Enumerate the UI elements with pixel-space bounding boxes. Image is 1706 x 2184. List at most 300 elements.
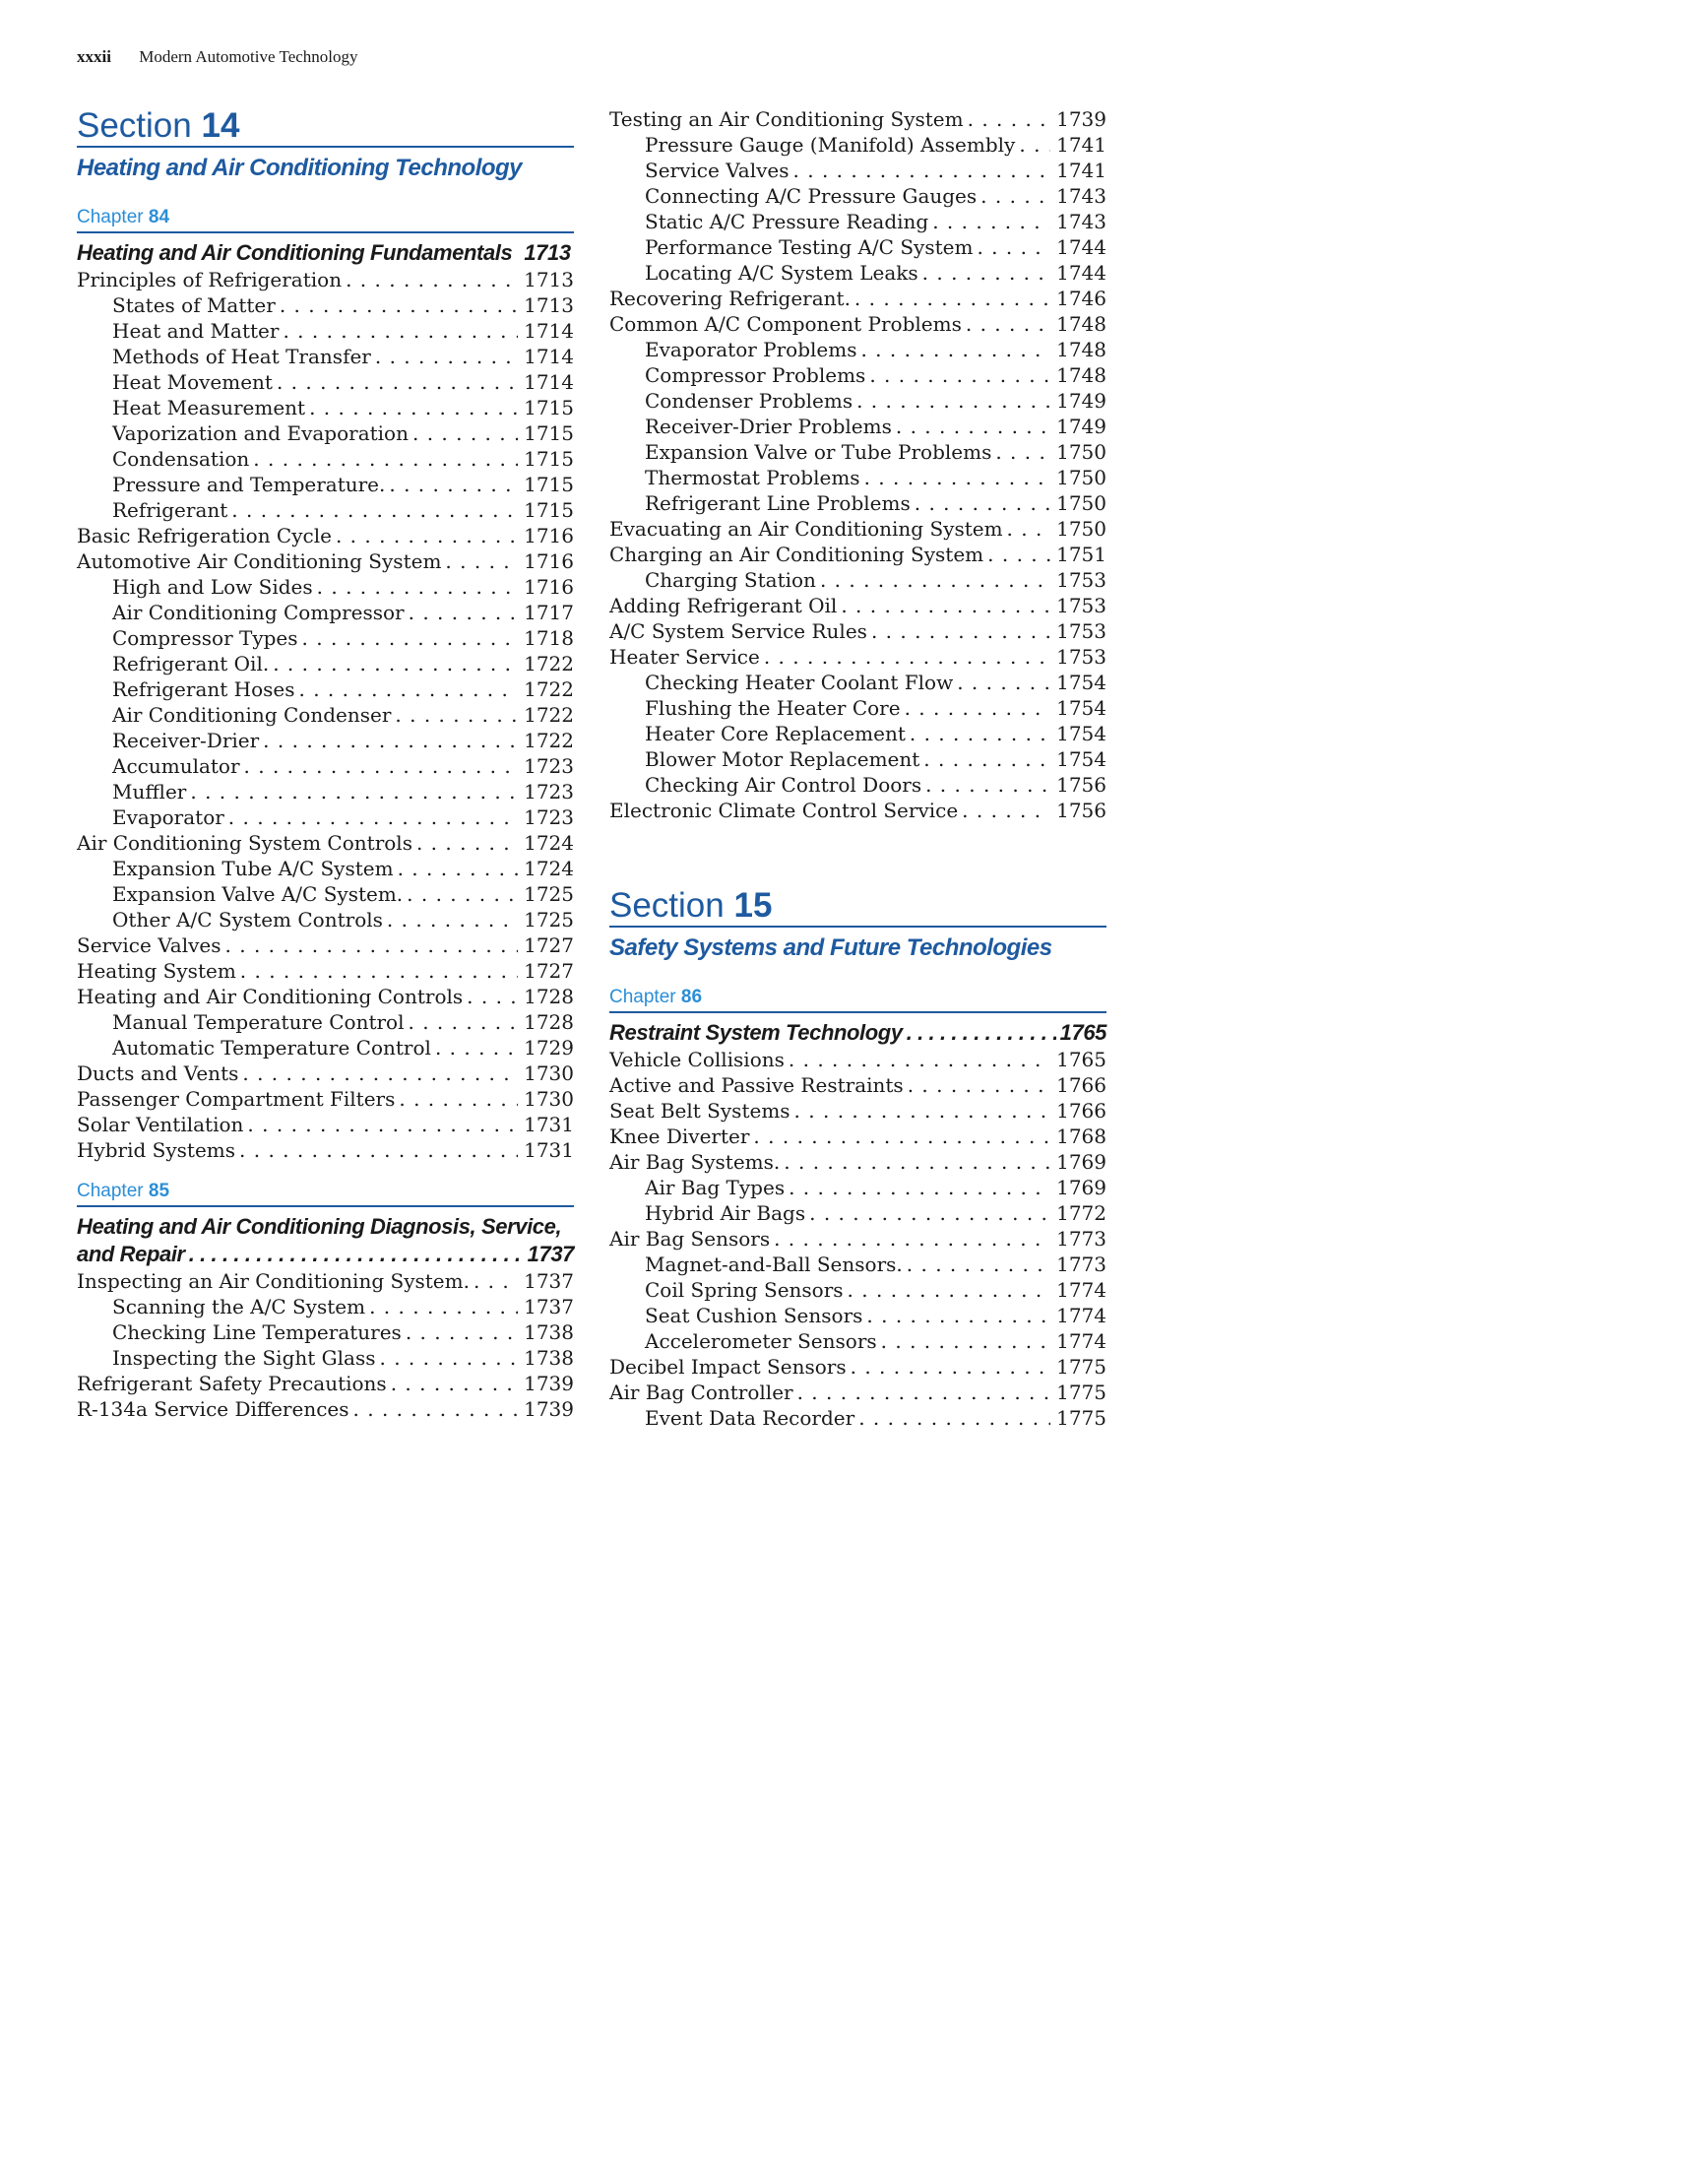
toc-entry-title: Refrigerant Oil. bbox=[112, 652, 270, 675]
toc-entry[interactable] bbox=[609, 1277, 1106, 1303]
toc-entry[interactable] bbox=[609, 311, 1106, 337]
toc-entry-title: Connecting A/C Pressure Gauges bbox=[645, 184, 978, 208]
toc-entry[interactable] bbox=[77, 369, 574, 395]
toc-entry[interactable] bbox=[77, 728, 574, 753]
toc-entry-title: Heating and Air Conditioning Controls bbox=[77, 985, 464, 1008]
leader-dots bbox=[395, 702, 518, 728]
leader-dots bbox=[789, 1175, 1050, 1200]
toc-entry[interactable] bbox=[77, 497, 574, 523]
toc-entry-title: Heat Measurement bbox=[112, 396, 306, 419]
toc-entry-title: Blower Motor Replacement bbox=[645, 747, 920, 771]
toc-entry-page: 1772 bbox=[1056, 1201, 1106, 1225]
leader-dots bbox=[923, 746, 1050, 772]
toc-entry-title: Receiver-Drier Problems bbox=[645, 415, 892, 438]
toc-entry-title: Pressure and Temperature. bbox=[112, 473, 386, 496]
toc-entry-title: Expansion Tube A/C System bbox=[112, 857, 394, 880]
toc-entry[interactable] bbox=[77, 1371, 574, 1396]
toc-entry[interactable] bbox=[77, 779, 574, 804]
toc-entry[interactable] bbox=[609, 772, 1106, 798]
leader-dots bbox=[317, 574, 518, 600]
toc-entry[interactable] bbox=[609, 337, 1106, 362]
toc-entry[interactable] bbox=[609, 1252, 1106, 1277]
leader-dots bbox=[774, 1226, 1050, 1252]
toc-entry-page: 1749 bbox=[1056, 415, 1106, 438]
toc-entry-title: Vehicle Collisions bbox=[609, 1048, 785, 1071]
toc-entry-page: 1723 bbox=[524, 805, 574, 829]
toc-entry-title: Manual Temperature Control bbox=[112, 1010, 405, 1034]
toc-entry-title: Air Conditioning Condenser bbox=[112, 703, 392, 727]
leader-dots bbox=[253, 446, 518, 472]
toc-entry-title: Muffler bbox=[112, 780, 187, 803]
toc-entry[interactable] bbox=[77, 804, 574, 830]
toc-entry-title: Evaporator bbox=[112, 805, 224, 829]
toc-entry-title: Recovering Refrigerant. bbox=[609, 287, 851, 310]
toc-entry[interactable] bbox=[77, 702, 574, 728]
leader-dots bbox=[922, 260, 1050, 286]
toc-entry-title: Thermostat Problems bbox=[645, 466, 860, 489]
toc-entry-title: Air Bag Systems. bbox=[609, 1150, 781, 1174]
toc-entry-title: Common A/C Component Problems bbox=[609, 312, 962, 336]
toc-entry[interactable] bbox=[609, 286, 1106, 311]
toc-entry-page: 1744 bbox=[1056, 235, 1106, 259]
leader-dots bbox=[406, 1319, 518, 1345]
toc-entry-title: Ducts and Vents bbox=[77, 1061, 239, 1085]
toc-entry[interactable] bbox=[609, 362, 1106, 388]
chapter-86-entries bbox=[609, 1047, 1106, 1431]
toc-entry-title: Heater Service bbox=[609, 645, 760, 669]
leader-dots bbox=[302, 625, 519, 651]
toc-entry[interactable] bbox=[77, 1009, 574, 1035]
leader-dots bbox=[980, 183, 1050, 209]
toc-entry[interactable] bbox=[77, 651, 574, 676]
toc-entry[interactable] bbox=[77, 1268, 574, 1294]
leader-dots bbox=[851, 1354, 1050, 1380]
leader-dots bbox=[910, 721, 1050, 746]
toc-entry-page: 1768 bbox=[1056, 1124, 1106, 1148]
toc-entry[interactable] bbox=[609, 234, 1106, 260]
toc-entry-page: 1731 bbox=[524, 1113, 574, 1136]
toc-entry-title: Coil Spring Sensors bbox=[645, 1278, 844, 1302]
leader-dots bbox=[908, 1072, 1050, 1098]
toc-entry-title: Methods of Heat Transfer bbox=[112, 345, 371, 368]
toc-entry-page: 1750 bbox=[1056, 517, 1106, 541]
toc-entry-title: Air Conditioning Compressor bbox=[112, 601, 405, 624]
toc-entry[interactable] bbox=[609, 1328, 1106, 1354]
toc-entry[interactable] bbox=[77, 267, 574, 292]
leader-dots bbox=[968, 106, 1050, 132]
leader-dots bbox=[764, 644, 1050, 670]
chapter-page: 1713 bbox=[524, 240, 571, 265]
toc-entry-page: 1723 bbox=[524, 754, 574, 778]
leader-dots bbox=[391, 1371, 518, 1396]
toc-entry-page: 1739 bbox=[1056, 107, 1106, 131]
toc-entry-page: 1716 bbox=[524, 524, 574, 547]
toc-entry[interactable] bbox=[77, 318, 574, 344]
toc-entry-title: Inspecting an Air Conditioning System. bbox=[77, 1269, 470, 1293]
toc-entry-title: Testing an Air Conditioning System bbox=[609, 107, 964, 131]
toc-entry[interactable] bbox=[77, 420, 574, 446]
leader-dots bbox=[809, 1200, 1050, 1226]
toc-entry[interactable] bbox=[77, 472, 574, 497]
toc-entry-page: 1727 bbox=[524, 959, 574, 983]
toc-entry-title: Magnet-and-Ball Sensors. bbox=[645, 1253, 903, 1276]
toc-entry-page: 1715 bbox=[524, 421, 574, 445]
toc-entry-page: 1738 bbox=[524, 1346, 574, 1370]
toc-entry[interactable] bbox=[609, 721, 1106, 746]
leader-dots bbox=[869, 362, 1050, 388]
toc-entry-title: Passenger Compartment Filters bbox=[77, 1087, 396, 1111]
toc-entry-title: Checking Line Temperatures bbox=[112, 1320, 402, 1344]
left-column bbox=[77, 106, 574, 1422]
toc-entry-page: 1774 bbox=[1056, 1304, 1106, 1327]
toc-entry-title: Refrigerant Safety Precautions bbox=[77, 1372, 387, 1395]
toc-entry-title: Evacuating an Air Conditioning System bbox=[609, 517, 1003, 541]
toc-entry[interactable] bbox=[77, 1112, 574, 1137]
leader-dots bbox=[977, 234, 1050, 260]
toc-entry-title: A/C System Service Rules bbox=[609, 619, 867, 643]
toc-entry-title: Locating A/C System Leaks bbox=[645, 261, 918, 285]
toc-entry-page: 1769 bbox=[1056, 1150, 1106, 1174]
toc-entry-page: 1722 bbox=[524, 729, 574, 752]
toc-entry[interactable] bbox=[609, 1098, 1106, 1124]
toc-entry[interactable] bbox=[77, 600, 574, 625]
toc-entry-page: 1717 bbox=[524, 601, 574, 624]
toc-entry[interactable] bbox=[77, 446, 574, 472]
toc-entry[interactable] bbox=[77, 1396, 574, 1422]
toc-entry[interactable] bbox=[609, 1354, 1106, 1380]
toc-entry-title: Solar Ventilation bbox=[77, 1113, 244, 1136]
leader-dots bbox=[987, 542, 1050, 567]
toc-entry-page: 1753 bbox=[1056, 568, 1106, 592]
leader-dots bbox=[369, 1294, 518, 1319]
toc-entry-title: Principles of Refrigeration bbox=[77, 268, 343, 291]
toc-entry[interactable] bbox=[77, 830, 574, 856]
leader-dots bbox=[445, 548, 518, 574]
leader-dots bbox=[820, 567, 1050, 593]
leader-dots bbox=[389, 472, 518, 497]
toc-entry[interactable] bbox=[77, 625, 574, 651]
toc-entry-title: Electronic Climate Control Service bbox=[609, 799, 959, 822]
leader-dots bbox=[225, 932, 519, 958]
toc-entry-title: Hybrid Air Bags bbox=[645, 1201, 806, 1225]
toc-entry[interactable] bbox=[609, 1226, 1106, 1252]
leader-dots bbox=[474, 1268, 518, 1294]
leader-dots bbox=[864, 465, 1051, 490]
toc-entry-page: 1728 bbox=[524, 1010, 574, 1034]
leader-dots bbox=[435, 1035, 518, 1060]
leader-dots bbox=[881, 1328, 1050, 1354]
toc-entry-page: 1714 bbox=[524, 370, 574, 394]
toc-entry-title: Receiver-Drier bbox=[112, 729, 260, 752]
leader-dots bbox=[273, 651, 518, 676]
toc-entry[interactable] bbox=[77, 958, 574, 984]
running-head bbox=[77, 47, 358, 67]
toc-entry[interactable] bbox=[609, 158, 1106, 183]
toc-entry-title: Evaporator Problems bbox=[645, 338, 857, 361]
toc-entry-title: Automatic Temperature Control bbox=[112, 1036, 431, 1060]
toc-entry-page: 1743 bbox=[1056, 184, 1106, 208]
toc-entry[interactable] bbox=[609, 106, 1106, 132]
toc-entry-page: 1728 bbox=[524, 985, 574, 1008]
toc-entry-page: 1753 bbox=[1056, 619, 1106, 643]
toc-entry-page: 1769 bbox=[1056, 1176, 1106, 1199]
chapter-86-title[interactable]: Restraint System Technology . . . 1765 bbox=[609, 1019, 1106, 1047]
toc-entry[interactable] bbox=[609, 670, 1106, 695]
toc-entry-page: 1774 bbox=[1056, 1329, 1106, 1353]
toc-entry[interactable] bbox=[609, 516, 1106, 542]
toc-entry-page: 1725 bbox=[524, 908, 574, 931]
toc-entry[interactable] bbox=[609, 644, 1106, 670]
toc-entry-page: 1714 bbox=[524, 345, 574, 368]
toc-entry-page: 1722 bbox=[524, 703, 574, 727]
toc-entry-page: 1737 bbox=[524, 1295, 574, 1318]
toc-entry-title: Accelerometer Sensors bbox=[645, 1329, 877, 1353]
toc-entry-title: Refrigerant Line Problems bbox=[645, 491, 911, 515]
toc-entry-title: Seat Cushion Sensors bbox=[645, 1304, 863, 1327]
toc-entry-page: 1731 bbox=[524, 1138, 574, 1162]
toc-entry-page: 1729 bbox=[524, 1036, 574, 1060]
toc-entry-page: 1739 bbox=[524, 1372, 574, 1395]
toc-entry-title: Air Conditioning System Controls bbox=[77, 831, 412, 855]
toc-entry[interactable] bbox=[609, 183, 1106, 209]
toc-entry-page: 1748 bbox=[1056, 338, 1106, 361]
leader-dots bbox=[299, 676, 519, 702]
toc-entry[interactable] bbox=[77, 1345, 574, 1371]
toc-entry-title: Checking Heater Coolant Flow bbox=[645, 671, 954, 694]
toc-entry[interactable] bbox=[609, 542, 1106, 567]
toc-entry-page: 1750 bbox=[1056, 491, 1106, 515]
toc-entry-page: 1737 bbox=[524, 1269, 574, 1293]
toc-entry[interactable] bbox=[609, 465, 1106, 490]
toc-entry-title: Heat Movement bbox=[112, 370, 273, 394]
toc-entry-page: 1743 bbox=[1056, 210, 1106, 233]
toc-entry-page: 1714 bbox=[524, 319, 574, 343]
toc-entry-page: 1749 bbox=[1056, 389, 1106, 413]
toc-entry-title: Knee Diverter bbox=[609, 1124, 750, 1148]
leader-dots bbox=[242, 1060, 518, 1086]
toc-entry-title: Hybrid Systems bbox=[77, 1138, 236, 1162]
toc-entry[interactable] bbox=[609, 490, 1106, 516]
section-14-heading: Section 14 bbox=[77, 106, 574, 148]
toc-entry[interactable] bbox=[609, 414, 1106, 439]
leader-dots bbox=[283, 318, 518, 344]
leader-dots bbox=[408, 1009, 518, 1035]
toc-entry[interactable] bbox=[77, 395, 574, 420]
leader-dots bbox=[907, 1252, 1050, 1277]
leader-dots bbox=[190, 779, 518, 804]
toc-entry-page: 1766 bbox=[1056, 1073, 1106, 1097]
leader-dots bbox=[962, 798, 1050, 823]
toc-entry-page: 1748 bbox=[1056, 312, 1106, 336]
toc-entry-title: Active and Passive Restraints bbox=[609, 1073, 904, 1097]
section-number: 15 bbox=[733, 886, 773, 925]
toc-entry-title: Charging Station bbox=[645, 568, 816, 592]
toc-entry[interactable] bbox=[77, 881, 574, 907]
toc-entry-page: 1773 bbox=[1056, 1253, 1106, 1276]
leader-dots bbox=[995, 439, 1050, 465]
toc-entry[interactable] bbox=[77, 523, 574, 548]
toc-entry-page: 1744 bbox=[1056, 261, 1106, 285]
toc-entry[interactable] bbox=[77, 753, 574, 779]
toc-entry-title: Refrigerant bbox=[112, 498, 228, 522]
toc-entry[interactable] bbox=[77, 1086, 574, 1112]
toc-entry[interactable] bbox=[77, 1060, 574, 1086]
toc-entry[interactable] bbox=[77, 1294, 574, 1319]
leader-dots bbox=[228, 804, 518, 830]
toc-entry-page: 1753 bbox=[1056, 594, 1106, 617]
toc-entry[interactable] bbox=[609, 209, 1106, 234]
toc-entry-page: 1715 bbox=[524, 396, 574, 419]
toc-entry-title: Scanning the A/C System bbox=[112, 1295, 366, 1318]
toc-entry[interactable] bbox=[609, 1175, 1106, 1200]
leader-dots bbox=[856, 388, 1050, 414]
toc-entry[interactable] bbox=[77, 856, 574, 881]
toc-entry-page: 1775 bbox=[1056, 1406, 1106, 1430]
toc-entry-page: 1766 bbox=[1056, 1099, 1106, 1123]
toc-entry-title: High and Low Sides bbox=[112, 575, 313, 599]
toc-entry-page: 1773 bbox=[1056, 1227, 1106, 1251]
toc-entry[interactable] bbox=[77, 344, 574, 369]
toc-entry-title: Inspecting the Sight Glass bbox=[112, 1346, 376, 1370]
toc-entry-page: 1725 bbox=[524, 882, 574, 906]
leader-dots bbox=[925, 772, 1050, 798]
toc-entry-title: Air Bag Sensors bbox=[609, 1227, 771, 1251]
leader-dots bbox=[239, 1137, 518, 1163]
toc-entry-page: 1727 bbox=[524, 933, 574, 957]
chapter-85-title[interactable]: Heating and Air Conditioning Diagnosis, Service, and Repair . . . 1737 bbox=[77, 1213, 574, 1268]
toc-entry-title: Basic Refrigeration Cycle bbox=[77, 524, 332, 547]
leader-dots bbox=[789, 1047, 1050, 1072]
toc-entry-page: 1754 bbox=[1056, 747, 1106, 771]
toc-entry-title: Pressure Gauge (Manifold) Assembly bbox=[645, 133, 1016, 157]
toc-entry-title: Automotive Air Conditioning System bbox=[77, 549, 442, 573]
toc-entry[interactable] bbox=[609, 1200, 1106, 1226]
toc-entry-title: Compressor Problems bbox=[645, 363, 866, 387]
toc-entry-title: Static A/C Pressure Reading bbox=[645, 210, 929, 233]
toc-entry[interactable] bbox=[77, 574, 574, 600]
leader-dots bbox=[244, 753, 519, 779]
toc-entry[interactable] bbox=[77, 984, 574, 1009]
toc-entry-page: 1774 bbox=[1056, 1278, 1106, 1302]
toc-entry[interactable] bbox=[77, 676, 574, 702]
toc-entry[interactable] bbox=[77, 1137, 574, 1163]
chapter-84-entries bbox=[77, 267, 574, 1163]
book-title: Modern Automotive Technology bbox=[139, 47, 358, 66]
toc-entry[interactable] bbox=[609, 567, 1106, 593]
page-number: xxxii bbox=[77, 47, 111, 66]
toc-entry-page: 1741 bbox=[1056, 133, 1106, 157]
leader-dots bbox=[841, 593, 1050, 618]
leader-dots bbox=[409, 600, 518, 625]
toc-entry-page: 1738 bbox=[524, 1320, 574, 1344]
chapter-84-title[interactable]: Heating and Air Conditioning Fundamentals 1713 bbox=[77, 240, 571, 265]
toc-entry-page: 1724 bbox=[524, 831, 574, 855]
toc-entry-title: Refrigerant Hoses bbox=[112, 677, 295, 701]
chapter-page: 1737 bbox=[527, 1242, 574, 1266]
toc-entry[interactable] bbox=[609, 593, 1106, 618]
toc-entry-title: Compressor Types bbox=[112, 626, 298, 650]
toc-entry[interactable] bbox=[609, 618, 1106, 644]
section-15-subtitle: Safety Systems and Future Technologies bbox=[609, 934, 1052, 961]
toc-entry[interactable] bbox=[77, 932, 574, 958]
leader-dots bbox=[1007, 516, 1051, 542]
toc-entry-title: Other A/C System Controls bbox=[112, 908, 383, 931]
toc-entry-title: States of Matter bbox=[112, 293, 276, 317]
toc-entry-title: Event Data Recorder bbox=[645, 1406, 855, 1430]
leader-dots bbox=[280, 292, 518, 318]
toc-entry-page: 1775 bbox=[1056, 1381, 1106, 1404]
toc-entry[interactable] bbox=[609, 1149, 1106, 1175]
toc-entry-title: Performance Testing A/C System bbox=[645, 235, 974, 259]
toc-entry[interactable] bbox=[77, 1035, 574, 1060]
right-column bbox=[609, 106, 1106, 1431]
toc-entry-page: 1751 bbox=[1056, 543, 1106, 566]
toc-entry-page: 1748 bbox=[1056, 363, 1106, 387]
toc-entry[interactable] bbox=[609, 798, 1106, 823]
leader-dots bbox=[871, 618, 1050, 644]
leader-dots bbox=[412, 420, 518, 446]
toc-entry-title: Service Valves bbox=[77, 933, 221, 957]
leader-dots bbox=[399, 1086, 518, 1112]
toc-entry[interactable] bbox=[609, 1380, 1106, 1405]
leader-dots bbox=[1019, 132, 1050, 158]
toc-entry[interactable] bbox=[609, 1303, 1106, 1328]
toc-entry-title: Flushing the Heater Core bbox=[645, 696, 901, 720]
toc-entry-page: 1722 bbox=[524, 652, 574, 675]
leader-dots bbox=[407, 881, 518, 907]
toc-entry[interactable] bbox=[77, 548, 574, 574]
toc-entry-page: 1756 bbox=[1056, 799, 1106, 822]
chapter-page: 1765 bbox=[1059, 1020, 1106, 1045]
toc-entry[interactable] bbox=[609, 1124, 1106, 1149]
toc-entry[interactable] bbox=[609, 695, 1106, 721]
leader-dots bbox=[398, 856, 519, 881]
toc-entry-title: Checking Air Control Doors bbox=[645, 773, 922, 797]
leader-dots bbox=[277, 369, 518, 395]
leader-dots bbox=[346, 267, 518, 292]
toc-entry-title: Heat and Matter bbox=[112, 319, 280, 343]
leader-dots bbox=[966, 311, 1050, 337]
chapter-85-label: Chapter 85 bbox=[77, 1181, 574, 1207]
toc-entry[interactable] bbox=[77, 292, 574, 318]
toc-entry[interactable] bbox=[609, 132, 1106, 158]
toc-entry[interactable] bbox=[609, 260, 1106, 286]
section-number: 14 bbox=[201, 106, 240, 145]
toc-entry[interactable] bbox=[609, 439, 1106, 465]
toc-entry-title: Charging an Air Conditioning System bbox=[609, 543, 984, 566]
toc-entry[interactable] bbox=[609, 1405, 1106, 1431]
toc-entry-page: 1715 bbox=[524, 447, 574, 471]
toc-entry[interactable] bbox=[77, 907, 574, 932]
leader-dots bbox=[416, 830, 518, 856]
toc-entry-page: 1722 bbox=[524, 677, 574, 701]
toc-entry-page: 1716 bbox=[524, 549, 574, 573]
toc-entry[interactable] bbox=[609, 388, 1106, 414]
toc-entry[interactable] bbox=[77, 1319, 574, 1345]
toc-entry-page: 1715 bbox=[524, 473, 574, 496]
leader-dots bbox=[915, 490, 1050, 516]
toc-entry-title: Seat Belt Systems bbox=[609, 1099, 790, 1123]
toc-entry[interactable] bbox=[609, 1047, 1106, 1072]
toc-entry[interactable] bbox=[609, 1072, 1106, 1098]
toc-entry[interactable] bbox=[609, 746, 1106, 772]
leader-dots bbox=[263, 728, 518, 753]
leader-dots bbox=[905, 695, 1051, 721]
leader-dots bbox=[860, 337, 1050, 362]
leader-dots bbox=[231, 497, 518, 523]
chapter-85-entries-continued bbox=[609, 106, 1106, 823]
toc-entry-page: 1713 bbox=[524, 293, 574, 317]
